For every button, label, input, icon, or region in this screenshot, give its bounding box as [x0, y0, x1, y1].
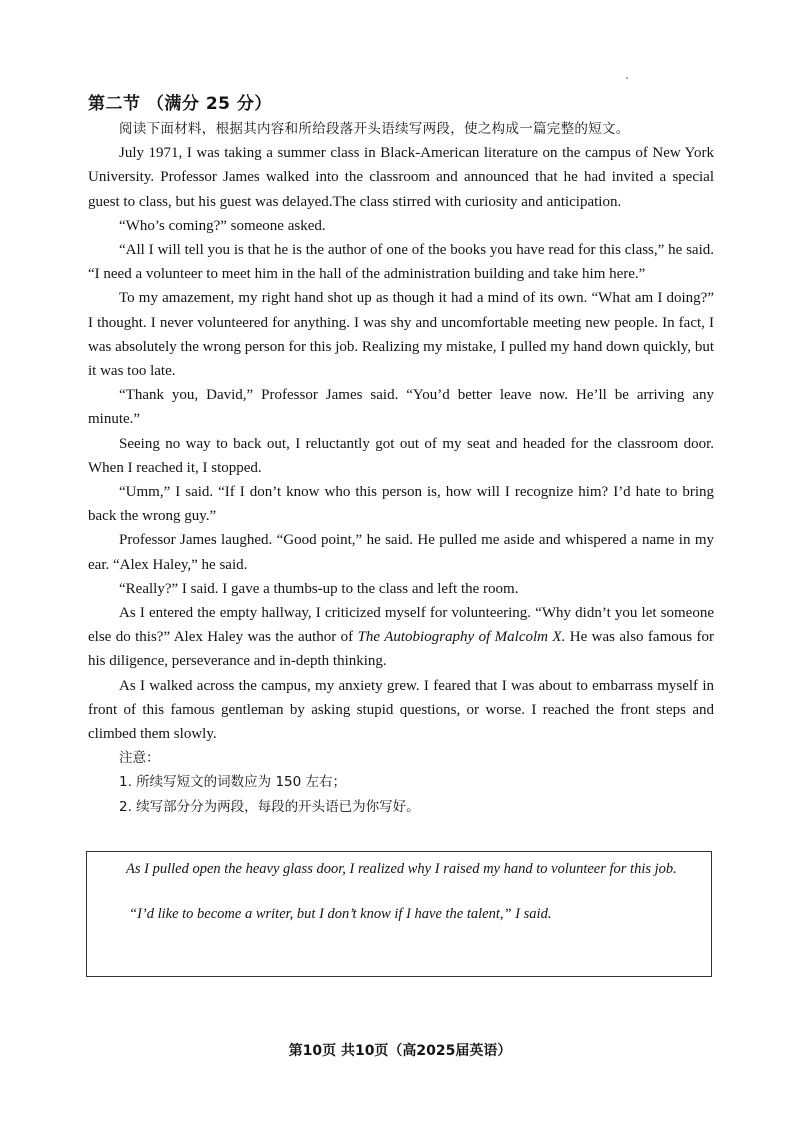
paragraph: “Who’s coming?” someone asked. — [119, 217, 326, 234]
notes-heading: 注意： — [119, 750, 160, 767]
paragraph-text: As I entered the empty hallway, I criticized myself for volunteering. “Why didn’t you let someone else do this?” Alex Haley was the author of — [88, 605, 714, 646]
paragraph: “Really?” I said. I gave a thumbs-up to the class and left the room. — [119, 580, 519, 597]
writing-box — [86, 851, 712, 977]
reading-passage — [88, 117, 714, 819]
paragraph: Professor James laughed. “Good point,” he said. He pulled me aside and whispered a name in my ear. “Alex Haley,” he said. — [88, 532, 714, 573]
paragraph: “Umm,” I said. “If I don’t know who this person is, how will I recognize him? I’d hate to bring back the wrong guy.” — [88, 484, 714, 525]
section-title: 第二节 （满分 25 分） — [88, 94, 272, 114]
paragraph: As I walked across the campus, my anxiety grew. I feared that I was about to embarrass myself in front of this famous gentleman by asking stupid questions, or worse. I reached the front steps and climbed them slowly. — [88, 677, 714, 743]
scan-speck — [626, 77, 628, 79]
page-footer: 第10页 共10页（高2025届英语） — [288, 1043, 512, 1059]
paragraph-opening-2: “I’d like to become a writer, but I don’t know if I have the talent,” I said. — [129, 906, 552, 922]
paragraph: July 1971, I was taking a summer class in Black-American literature on the campus of New York University. Professor James walked into the classroom and announced that he had invited a special guest to class, but his guest was delayed.The class stirred with curiosity and anticipation. — [88, 145, 714, 210]
paragraph — [88, 601, 714, 674]
book-title: The Autobiography of Malcolm X. — [357, 629, 566, 646]
paragraph-text: He was also famous for his diligence, perseverance and in-depth thinking. — [88, 629, 714, 670]
paragraph: Seeing no way to back out, I reluctantly got out of my seat and headed for the classroom door. When I reached it, I stopped. — [88, 435, 714, 476]
paragraph: To my amazement, my right hand shot up as though it had a mind of its own. “What am I doing?” I thought. I never volunteered for anything. I was shy and uncomfortable meeting new people. In fact, I was absolutely the wrong person for this job. Realizing my mistake, I pulled my hand down quickly, but it was too late. — [88, 290, 714, 380]
paragraph-opening-1: As I pulled open the heavy glass door, I realized why I raised my hand to volunteer for this job. — [126, 861, 677, 877]
note-item: 1. 所续写短文的词数应为 150 左右； — [119, 774, 347, 791]
paragraph: “All I will tell you is that he is the author of one of the books you have read for this class,” he said. “I need a volunteer to meet him in the hall of the administration building and take him here.” — [88, 242, 714, 283]
paragraph: “Thank you, David,” Professor James said. “You’d better leave now. He’ll be arriving any minute.” — [88, 387, 714, 428]
instruction-text: 阅读下面材料，根据其内容和所给段落开头语续写两段，使之构成一篇完整的短文。 — [119, 121, 630, 137]
note-item: 2. 续写部分分为两段，每段的开头语已为你写好。 — [119, 798, 420, 815]
